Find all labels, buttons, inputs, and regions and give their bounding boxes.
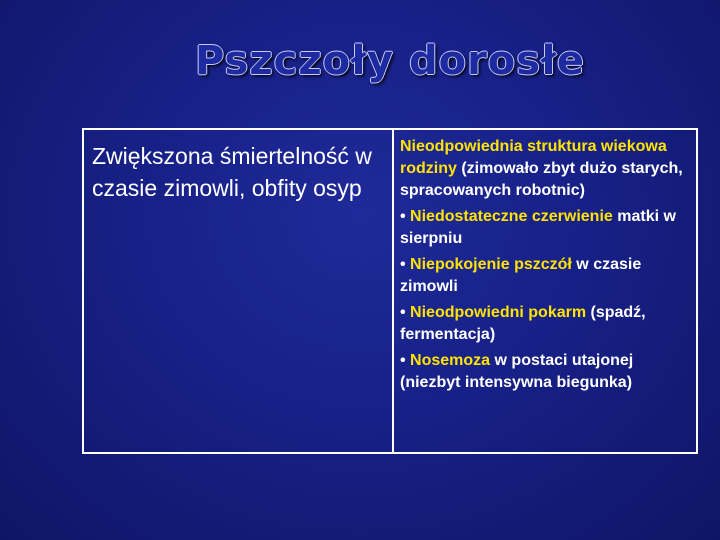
cause-item-detail: (spadź, fermentacja) [400, 304, 646, 343]
cause-intro-detail: (zimowało zbyt dużo starych, spracowanych robotnic) [400, 160, 683, 199]
bullet: • [400, 352, 411, 369]
cause-item-detail: matki w sierpniu [400, 208, 676, 247]
cause-item-detail: w czasie zimowli [400, 256, 642, 295]
cause-item-highlight: Nosemoza [410, 352, 491, 369]
cause-item [400, 350, 696, 394]
cause-item-highlight: Niedostateczne czerwienie [410, 208, 613, 225]
bullet: • [400, 208, 411, 225]
symptom-cell: Zwiększona śmiertelność w czasie zimowli, obfity osyp [92, 143, 372, 201]
column-divider [392, 130, 394, 452]
bullet: • [400, 256, 411, 273]
cause-item-detail: w postaci utajonej (niezbyt intensywna biegunka) [400, 352, 634, 391]
cause-intro [400, 136, 696, 202]
cause-item [400, 254, 696, 298]
cause-item-highlight: Niepokojenie pszczół [410, 256, 572, 273]
cause-item [400, 302, 696, 346]
causes-cell [400, 136, 696, 398]
bullet: • [400, 304, 411, 321]
cause-item-highlight: Nieodpowiedni pokarm [410, 304, 587, 321]
content-table [82, 128, 698, 454]
cause-intro-highlight: Nieodpowiednia struktura wiekowa rodziny [400, 138, 667, 177]
slide-title: Pszczoły dorosłe [194, 38, 586, 84]
cause-item [400, 206, 696, 250]
